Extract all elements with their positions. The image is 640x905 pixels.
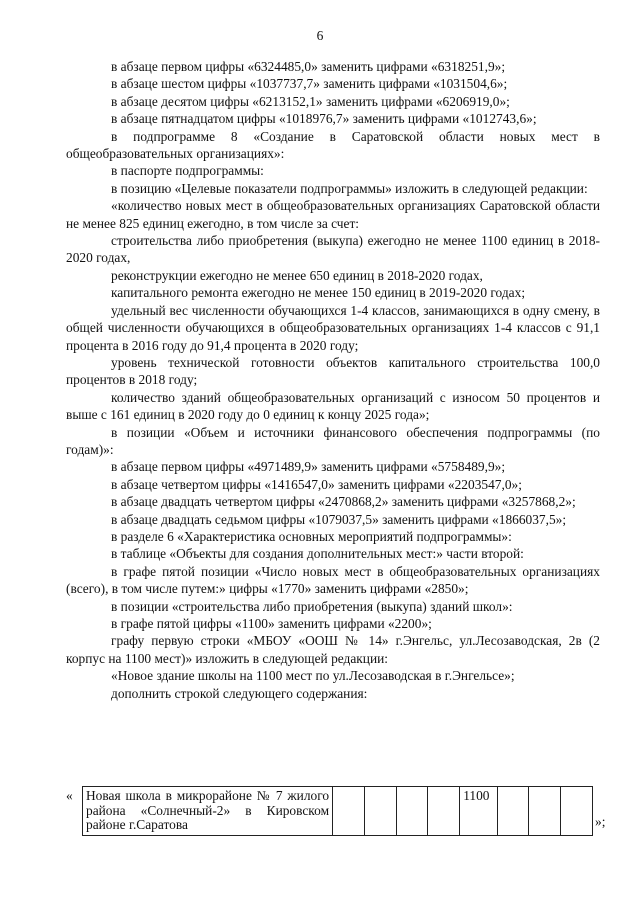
objects-table xyxy=(82,786,593,836)
table-row xyxy=(83,787,593,836)
table-cell-empty xyxy=(364,787,396,836)
table-open-quote: « xyxy=(66,788,73,803)
paragraph-25: графу первую строки «МБОУ «ООШ № 14» г.Энгельс, ул.Лесозаводская, 2в (2 корпус на 1100 мест)» изложить в следующей редакции: xyxy=(66,633,600,666)
table-cell-empty xyxy=(561,787,593,836)
paragraph-7: в позицию «Целевые показатели подпрограммы» изложить в следующей редакции: xyxy=(111,180,588,196)
paragraph-5: в подпрограмме 8 «Создание в Саратовской области новых мест в общеобразовательных организациях»: xyxy=(66,128,600,162)
paragraph-27: дополнить строкой следующего содержания: xyxy=(111,685,368,701)
paragraph-12: удельный вес численности обучающихся 1-4 классов, занимающихся в одну смену, в общей численности обучающихся в общеобразовательных организациях 1-4 классов с 91,1 процента в 2016 году до 91,4 процента в 2020 году; xyxy=(66,302,600,353)
paragraph-26: «Новое здание школы на 1100 мест по ул.Лесозаводская в г.Энгельсе»; xyxy=(111,668,515,684)
table-cell-value: 1100 xyxy=(460,787,497,836)
inserted-row-block xyxy=(66,786,626,834)
table-cell-empty xyxy=(497,787,529,836)
paragraph-2: в абзаце шестом цифры «1037737,7» заменить цифрами «1031504,6»; xyxy=(111,76,508,92)
paragraph-6: в паспорте подпрограммы: xyxy=(111,163,264,179)
table-cell-name: Новая школа в микрорайоне № 7 жилого района «Солнечный-2» в Кировском районе г.Саратова xyxy=(83,787,333,836)
paragraph-18: в абзаце двадцать четвертом цифры «2470868,2» заменить цифрами «3257868,2»; xyxy=(111,494,576,510)
paragraph-23: в позиции «строительства либо приобретения (выкупа) зданий школ»: xyxy=(111,598,513,614)
paragraph-10: реконструкции ежегодно не менее 650 единиц в 2018-2020 годах, xyxy=(111,267,483,283)
paragraph-11: капитального ремонта ежегодно не менее 150 единиц в 2019-2020 годах; xyxy=(111,285,526,301)
paragraph-1: в абзаце первом цифры «6324485,0» заменить цифрами «6318251,9»; xyxy=(111,59,506,74)
table-close-quote: »; xyxy=(595,814,606,829)
paragraph-15: в позиции «Объем и источники финансового обеспечения подпрограммы (по годам)»: xyxy=(66,424,600,457)
paragraph-22: в графе пятой позиции «Число новых мест в общеобразовательных организациях (всего), в том числе путем:» цифры «1770» заменить цифрами «2850»; xyxy=(66,563,600,597)
paragraph-8: «количество новых мест в общеобразовательных организациях Саратовской области не менее 825 единиц ежегодно, в том числе за счет: xyxy=(66,198,600,231)
paragraph-13: уровень технической готовности объектов капитального строительства 100,0 процентов в 2018 году; xyxy=(66,354,600,388)
paragraph-4: в абзаце пятнадцатом цифры «1018976,7» заменить цифрами «1012743,6»; xyxy=(111,111,537,127)
paragraph-19: в абзаце двадцать седьмом цифры «1079037,5» заменить цифрами «1866037,5»; xyxy=(111,511,567,527)
paragraph-17: в абзаце четвертом цифры «1416547,0» заменить цифрами «2203547,0»; xyxy=(111,476,522,492)
page-number: 6 xyxy=(316,28,324,43)
document-body xyxy=(66,58,600,702)
table-cell-empty xyxy=(428,787,460,836)
paragraph-9: строительства либо приобретения (выкупа) ежегодно не менее 1100 единиц в 2018-2020 годах, xyxy=(66,233,600,266)
paragraph-24: в графе пятой цифры «1100» заменить цифрами «2200»; xyxy=(111,616,432,631)
table-cell-empty xyxy=(396,787,428,836)
paragraph-21: в таблице «Объекты для создания дополнительных мест:» части второй: xyxy=(111,546,524,562)
paragraph-20: в разделе 6 «Характеристика основных мероприятий подпрограммы»: xyxy=(111,528,512,544)
paragraph-3: в абзаце десятом цифры «6213152,1» заменить цифрами «6206919,0»; xyxy=(111,93,510,109)
table-cell-empty xyxy=(333,787,365,836)
paragraph-14: количество зданий общеобразовательных организаций с износом 50 процентов и выше с 161 единиц в 2020 году до 0 единиц к концу 2025 года»; xyxy=(66,389,600,423)
paragraph-16: в абзаце первом цифры «4971489,9» заменить цифрами «5758489,9»; xyxy=(111,459,506,475)
table-cell-empty xyxy=(529,787,561,836)
